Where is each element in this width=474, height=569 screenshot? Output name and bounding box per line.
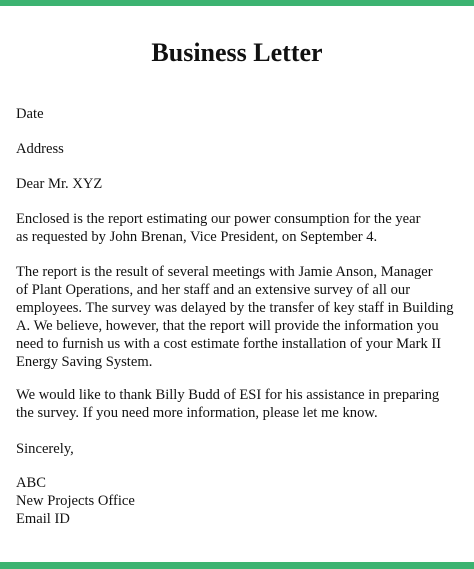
- letter-address: Address: [16, 141, 64, 157]
- paragraph-line: employees. The survey was delayed by the transfer of key staff in Building: [16, 300, 454, 316]
- paragraph-line: of Plant Operations, and her staff and an extensive survey of all our: [16, 282, 411, 298]
- paragraph-line: the survey. If you need more information, please let me know.: [16, 405, 378, 421]
- signature-email: Email ID: [16, 511, 70, 527]
- letter-date: Date: [16, 106, 44, 122]
- paragraph-2: [16, 263, 466, 371]
- paragraph-line: The report is the result of several meetings with Jamie Anson, Manager: [16, 264, 433, 280]
- top-accent-bar: [0, 0, 474, 6]
- paragraph-line: Enclosed is the report estimating our power consumption for the year: [16, 211, 421, 227]
- paragraph-3: [16, 386, 466, 422]
- signature-department: New Projects Office: [16, 493, 135, 509]
- paragraph-1: [16, 210, 466, 246]
- paragraph-line: We would like to thank Billy Budd of ESI for his assistance in preparing: [16, 387, 440, 403]
- signature-name: ABC: [16, 475, 47, 491]
- letter-closing: Sincerely,: [16, 441, 74, 457]
- paragraph-line: A. We believe, however, that the report will provide the information you: [16, 318, 439, 334]
- paragraph-line: as requested by John Brenan, Vice President, on September 4.: [16, 229, 378, 245]
- letter-title: Business Letter: [151, 38, 323, 67]
- letter-salutation: Dear Mr. XYZ: [16, 176, 103, 192]
- paragraph-line: Energy Saving System.: [16, 354, 153, 370]
- bottom-accent-bar: [0, 562, 474, 569]
- paragraph-line: need to furnish us with a cost estimate forthe installation of your Mark II: [16, 336, 442, 352]
- signature-block: [16, 474, 466, 528]
